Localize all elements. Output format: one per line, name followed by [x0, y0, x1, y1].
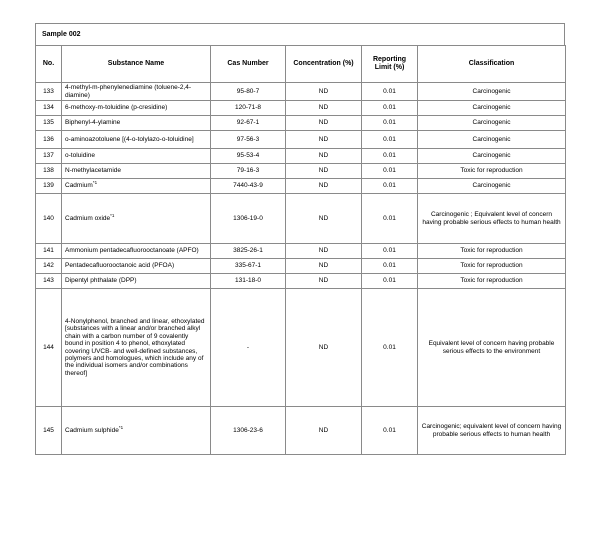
substance-table	[35, 45, 566, 455]
cell-reporting-limit	[362, 131, 418, 149]
cell-classification	[418, 116, 566, 131]
cell-classification	[418, 149, 566, 164]
cell-no	[36, 407, 62, 455]
cell-no-text: 139	[43, 182, 54, 190]
table-body	[36, 83, 566, 455]
cell-cas-number	[211, 83, 286, 101]
cell-classification	[418, 194, 566, 244]
cell-reporting-limit	[362, 164, 418, 179]
cell-cas-number-text: 1306-23-6	[233, 426, 263, 434]
cell-no	[36, 83, 62, 101]
cell-cas-number-text: 92-67-1	[236, 119, 260, 127]
cell-classification	[418, 179, 566, 194]
cell-no-text: 137	[43, 152, 54, 160]
cell-concentration-text: ND	[318, 167, 329, 175]
cell-cas-number-text: 79-16-3	[236, 167, 260, 175]
cell-no	[36, 244, 62, 259]
cell-no	[36, 101, 62, 116]
cell-concentration	[286, 101, 362, 116]
cell-no-text: 140	[43, 214, 54, 222]
cell-classification	[418, 83, 566, 101]
cell-reporting-limit-text: 0.01	[383, 104, 396, 112]
cell-substance-name-text: o-toluidine	[65, 152, 95, 160]
cell-cas-number	[211, 116, 286, 131]
cell-cas-number-text: 97-56-3	[236, 135, 260, 143]
cell-concentration	[286, 274, 362, 289]
cell-substance-name-text: o-aminoazotoluene [(4-o-tolylazo-o-toluidine]	[65, 135, 194, 143]
cell-concentration-text: ND	[318, 104, 329, 112]
cell-substance-name	[62, 259, 211, 274]
cell-no-text: 136	[43, 135, 54, 143]
cell-classification	[418, 289, 566, 407]
cell-cas-number-text: 7440-43-9	[233, 182, 263, 190]
cell-no	[36, 149, 62, 164]
cell-concentration-text: ND	[318, 277, 329, 285]
cell-substance-name	[62, 289, 211, 407]
cell-cas-number	[211, 289, 286, 407]
header-substance-name: Substance Name	[62, 46, 211, 83]
cell-no-text: 133	[43, 87, 54, 95]
cell-classification-text: Toxic for reproduction	[460, 262, 523, 270]
cell-reporting-limit-text: 0.01	[383, 167, 396, 175]
table-row	[36, 116, 566, 131]
cell-cas-number	[211, 101, 286, 116]
cell-reporting-limit-text: 0.01	[383, 343, 396, 351]
cell-cas-number	[211, 274, 286, 289]
cell-concentration	[286, 131, 362, 149]
header-cas-number: Cas Number	[211, 46, 286, 83]
cell-concentration-text: ND	[318, 247, 329, 255]
cell-no-text: 135	[43, 119, 54, 127]
cell-substance-name-text: Cadmium sulphide	[65, 426, 119, 434]
cell-reporting-limit	[362, 194, 418, 244]
cell-substance-name-text: Dipentyl phthalate (DPP)	[65, 277, 137, 285]
cell-substance-name-text: Cadmium	[65, 182, 93, 190]
cell-classification	[418, 244, 566, 259]
cell-concentration	[286, 244, 362, 259]
table-row	[36, 259, 566, 274]
cell-reporting-limit	[362, 101, 418, 116]
cell-classification-text: Carcinogenic ; Equivalent level of concern having probable serious effects to human health	[422, 211, 561, 226]
cell-substance-name	[62, 131, 211, 149]
cell-cas-number	[211, 131, 286, 149]
cell-concentration	[286, 407, 362, 455]
cell-cas-number-text: 95-80-7	[236, 87, 260, 95]
cell-cas-number	[211, 164, 286, 179]
cell-substance-name-text: Ammonium pentadecafluorooctanoate (APFO)	[65, 247, 199, 255]
cell-cas-number-text: -	[246, 343, 250, 351]
cell-classification-text: Carcinogenic	[472, 119, 511, 127]
cell-no-text: 134	[43, 104, 54, 112]
table-row	[36, 179, 566, 194]
cell-classification-text: Carcinogenic	[472, 182, 511, 190]
header-classification: Classification	[418, 46, 566, 83]
cell-reporting-limit-text: 0.01	[383, 262, 396, 270]
table-row	[36, 244, 566, 259]
cell-concentration	[286, 116, 362, 131]
cell-classification-text: Toxic for reproduction	[460, 277, 523, 285]
cell-substance-name-text: Biphenyl-4-ylamine	[65, 119, 121, 127]
cell-no-text: 145	[43, 426, 54, 434]
cell-concentration-text: ND	[318, 214, 329, 222]
table-row	[36, 83, 566, 101]
cell-reporting-limit	[362, 244, 418, 259]
table-row	[36, 194, 566, 244]
cell-no-text: 141	[43, 247, 54, 255]
cell-classification-text: Carcinogenic	[472, 104, 511, 112]
cell-no	[36, 259, 62, 274]
cell-no-text: 138	[43, 167, 54, 175]
cell-reporting-limit	[362, 407, 418, 455]
table-row	[36, 164, 566, 179]
cell-cas-number-text: 3825-26-1	[233, 247, 263, 255]
cell-classification-text: Equivalent level of concern having probable serious effects to the environment	[428, 340, 555, 355]
cell-no	[36, 274, 62, 289]
cell-reporting-limit	[362, 149, 418, 164]
results-table-frame	[35, 23, 565, 455]
cell-concentration	[286, 289, 362, 407]
cell-cas-number	[211, 194, 286, 244]
cell-concentration-text: ND	[318, 182, 329, 190]
cell-substance-name	[62, 83, 211, 101]
cell-no	[36, 164, 62, 179]
cell-concentration	[286, 164, 362, 179]
table-row	[36, 407, 566, 455]
cell-classification	[418, 101, 566, 116]
cell-classification-text: Toxic for reproduction	[460, 167, 523, 175]
cell-reporting-limit-text: 0.01	[383, 426, 396, 434]
cell-concentration	[286, 83, 362, 101]
cell-no	[36, 116, 62, 131]
cell-reporting-limit	[362, 259, 418, 274]
cell-concentration-text: ND	[318, 343, 329, 351]
sample-title: Sample 002	[35, 23, 565, 45]
cell-reporting-limit-text: 0.01	[383, 135, 396, 143]
table-row	[36, 274, 566, 289]
cell-concentration-text: ND	[318, 119, 329, 127]
cell-cas-number	[211, 407, 286, 455]
cell-reporting-limit-text: 0.01	[383, 119, 396, 127]
table-row	[36, 289, 566, 407]
cell-classification-text: Carcinogenic	[472, 87, 511, 95]
cell-cas-number-text: 120-71-8	[234, 104, 262, 112]
cell-concentration-text: ND	[318, 262, 329, 270]
cell-no	[36, 179, 62, 194]
cell-reporting-limit-text: 0.01	[383, 247, 396, 255]
cell-substance-name-text: 4-methyl-m-phenylenediamine (toluene-2,4-diamine)	[65, 84, 192, 99]
cell-no-text: 143	[43, 277, 54, 285]
cell-substance-name	[62, 244, 211, 259]
cell-no-text: 144	[43, 343, 54, 351]
cell-substance-name-text: Cadmium oxide	[65, 214, 111, 222]
cell-no	[36, 194, 62, 244]
header-concentration: Concentration (%)	[286, 46, 362, 83]
cell-reporting-limit	[362, 179, 418, 194]
cell-concentration	[286, 259, 362, 274]
cell-concentration	[286, 179, 362, 194]
cell-substance-name	[62, 407, 211, 455]
cell-no	[36, 289, 62, 407]
cell-substance-name	[62, 179, 211, 194]
cell-substance-name	[62, 274, 211, 289]
cell-substance-name	[62, 194, 211, 244]
cell-cas-number	[211, 259, 286, 274]
cell-cas-number-text: 1306-19-0	[233, 214, 263, 222]
cell-substance-name	[62, 116, 211, 131]
cell-classification	[418, 131, 566, 149]
cell-classification	[418, 274, 566, 289]
footnote-marker: *1	[118, 424, 124, 430]
cell-substance-name-text: 4-Nonylphenol, branched and linear, ethoxylated [substances with a linear and/or branched alkyl chain with a carbon number of 9 covalently bound in position 4 to phenol, ethoxylated covering UVCB- and well-defined substances, polymers and homologues, which include any of the individual isomers and/or combinations thereof]	[65, 317, 205, 377]
header-no: No.	[36, 46, 62, 83]
cell-cas-number-text: 95-53-4	[236, 152, 260, 160]
cell-concentration	[286, 149, 362, 164]
cell-reporting-limit-text: 0.01	[383, 277, 396, 285]
cell-concentration	[286, 194, 362, 244]
cell-classification-text: Toxic for reproduction	[460, 247, 523, 255]
cell-reporting-limit-text: 0.01	[383, 182, 396, 190]
cell-reporting-limit	[362, 274, 418, 289]
cell-classification	[418, 407, 566, 455]
cell-reporting-limit	[362, 289, 418, 407]
cell-substance-name	[62, 164, 211, 179]
cell-classification-text: Carcinogenic	[472, 135, 511, 143]
table-row	[36, 149, 566, 164]
cell-cas-number	[211, 179, 286, 194]
cell-substance-name-text: N-methylacetamide	[65, 167, 121, 175]
table-row	[36, 101, 566, 116]
cell-cas-number-text: 131-18-0	[234, 277, 262, 285]
header-reporting-limit: Reporting Limit (%)	[362, 46, 418, 83]
cell-cas-number	[211, 244, 286, 259]
footnote-marker: *1	[92, 180, 98, 186]
table-header-row	[36, 46, 566, 83]
cell-reporting-limit-text: 0.01	[383, 214, 396, 222]
cell-concentration-text: ND	[318, 152, 329, 160]
footnote-marker: *1	[110, 212, 115, 218]
cell-no	[36, 131, 62, 149]
cell-classification-text: Carcinogenic	[472, 152, 511, 160]
cell-concentration-text: ND	[318, 135, 329, 143]
cell-concentration-text: ND	[318, 426, 329, 434]
cell-concentration-text: ND	[318, 87, 329, 95]
cell-reporting-limit-text: 0.01	[383, 152, 396, 160]
cell-classification	[418, 164, 566, 179]
cell-substance-name	[62, 149, 211, 164]
cell-substance-name-text: Pentadecafluorooctanoic acid (PFOA)	[65, 262, 175, 270]
cell-substance-name-text: 6-methoxy-m-toluidine (p-cresidine)	[65, 104, 168, 112]
cell-classification-text: Carcinogenic; equivalent level of concern having probable serious effects to human health	[421, 423, 562, 438]
cell-cas-number-text: 335-67-1	[234, 262, 262, 270]
cell-classification	[418, 259, 566, 274]
cell-reporting-limit-text: 0.01	[383, 87, 396, 95]
cell-substance-name	[62, 101, 211, 116]
table-row	[36, 131, 566, 149]
cell-cas-number	[211, 149, 286, 164]
cell-reporting-limit	[362, 116, 418, 131]
cell-reporting-limit	[362, 83, 418, 101]
cell-no-text: 142	[43, 262, 54, 270]
